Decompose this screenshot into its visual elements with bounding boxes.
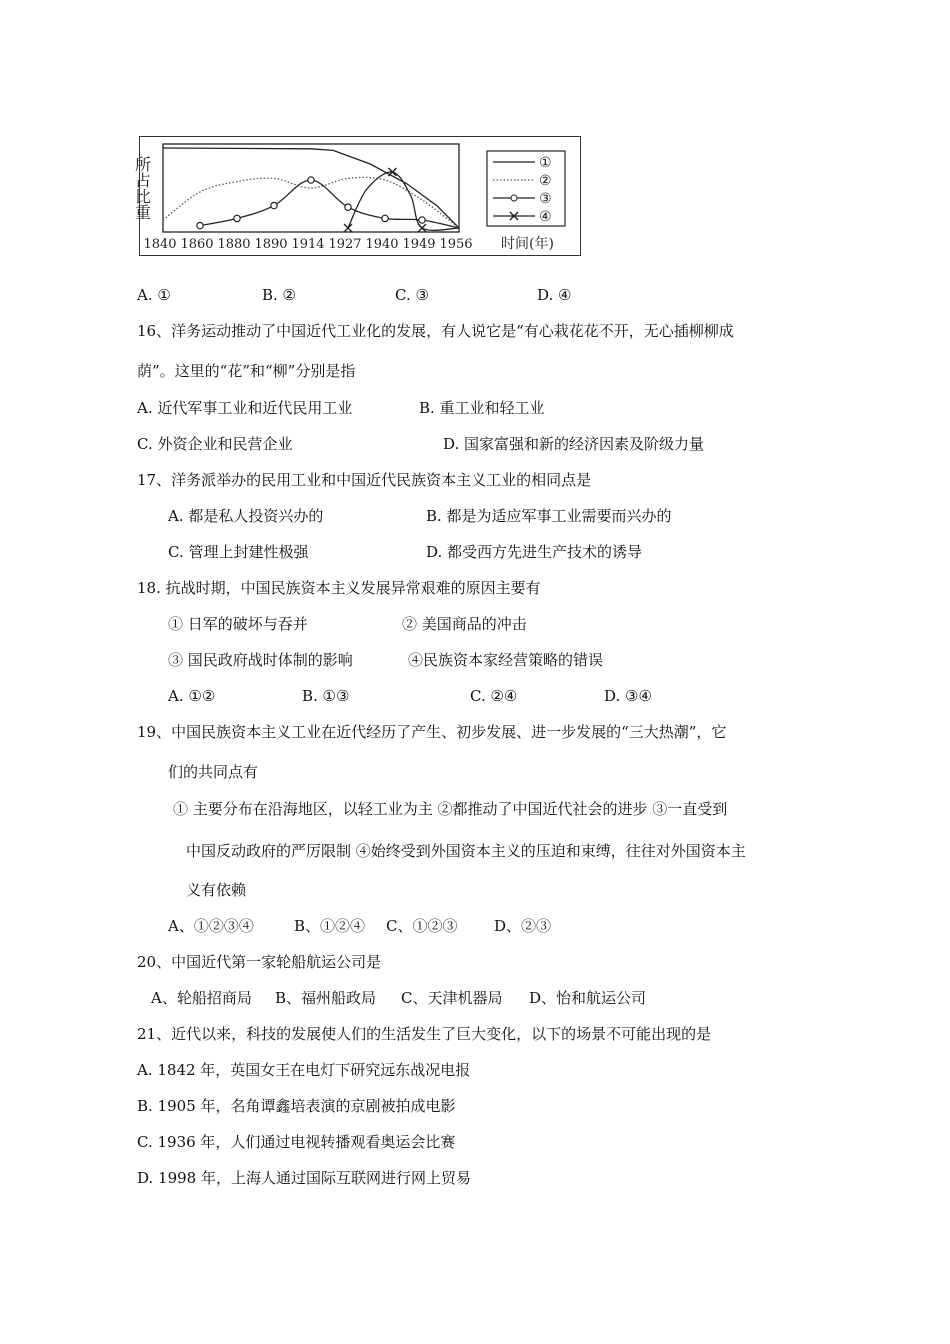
q18-item-1: ① 日军的破坏与吞并 — [168, 615, 308, 633]
series-3-point-5 — [382, 215, 388, 221]
q18-item-2: ② 美国商品的冲击 — [402, 615, 527, 633]
x-tick-1949: 1949 — [402, 237, 436, 252]
q19-option-b[interactable]: B、①②④ — [294, 917, 366, 935]
series-3-point-4 — [345, 204, 351, 210]
q15-option-c[interactable]: C. ③ — [395, 286, 429, 304]
x-tick-1880: 1880 — [217, 237, 251, 252]
x-tick-1927: 1927 — [328, 237, 362, 252]
x-tick-labels — [143, 237, 472, 252]
q18-stem: 18. 抗战时期，中国民族资本主义发展异常艰难的原因主要有 — [137, 579, 541, 597]
q18-option-c[interactable]: C. ②④ — [470, 687, 518, 705]
q19-stem-line2: 们的共同点有 — [168, 763, 259, 781]
q19-items-line3: 义有依赖 — [186, 881, 247, 899]
y-axis-label: 所占比重 — [132, 156, 152, 220]
industry-share-chart — [132, 136, 581, 256]
legend-label-3: ③ — [539, 191, 552, 207]
x-tick-1940: 1940 — [365, 237, 399, 252]
q17-option-d[interactable]: D. 都受西方先进生产技术的诱导 — [426, 543, 643, 561]
q17-stem: 17、洋务派举办的民用工业和中国近代民族资本主义工业的相同点是 — [137, 471, 592, 489]
q21-option-b[interactable]: B. 1905 年，名角谭鑫培表演的京剧被拍成电影 — [137, 1097, 456, 1115]
q17-option-b[interactable]: B. 都是为适应军事工业需要而兴办的 — [426, 507, 672, 525]
legend-marker-3 — [511, 195, 517, 201]
x-tick-1860: 1860 — [180, 237, 214, 252]
q16-option-d[interactable]: D. 国家富强和新的经济因素及阶级力量 — [443, 435, 705, 453]
q21-option-c[interactable]: C. 1936 年，人们通过电视转播观看奥运会比赛 — [137, 1133, 456, 1151]
q18-option-d[interactable]: D. ③④ — [604, 687, 652, 705]
q16-option-a[interactable]: A. 近代军事工业和近代民用工业 — [137, 399, 353, 417]
legend-label-4: ④ — [539, 209, 552, 225]
legend-label-2: ② — [539, 173, 552, 189]
q15-option-b[interactable]: B. ② — [262, 286, 297, 304]
q18-item-3: ③ 国民政府战时体制的影响 — [168, 651, 353, 669]
q16-option-c[interactable]: C. 外资企业和民营企业 — [137, 435, 293, 453]
q20-stem: 20、中国近代第一家轮船航运公司是 — [137, 953, 382, 971]
q16-stem-line2: 荫”。这里的“花”和“柳”分别是指 — [137, 362, 356, 380]
q20-option-a[interactable]: A、轮船招商局 — [151, 989, 252, 1007]
series-3-point-2 — [271, 202, 277, 208]
q15-option-d[interactable]: D. ④ — [537, 286, 572, 304]
q18-option-a[interactable]: A. ①② — [168, 687, 216, 705]
q18-option-b[interactable]: B. ①③ — [302, 687, 350, 705]
series-3-point-0 — [197, 222, 203, 228]
q20-option-c[interactable]: C、天津机器局 — [401, 989, 503, 1007]
x-tick-1956: 1956 — [439, 237, 473, 252]
q19-option-d[interactable]: D、②③ — [494, 917, 552, 935]
q19-items-line2: 中国反动政府的严厉限制 ④始终受到外国资本主义的压迫和束缚，往往对外国资本主 — [186, 842, 746, 860]
q20-option-d[interactable]: D、怡和航运公司 — [529, 989, 647, 1007]
legend-label-1: ① — [539, 155, 552, 171]
q16-option-b[interactable]: B. 重工业和轻工业 — [419, 399, 545, 417]
q19-stem-line1: 19、中国民族资本主义工业在近代经历了产生、初步发展、进一步发展的“三大热潮”，它 — [137, 723, 727, 741]
x-tick-1914: 1914 — [291, 237, 325, 252]
q16-stem-line1: 16、洋务运动推动了中国近代工业化的发展，有人说它是“有心栽花花不开，无心插柳柳成 — [137, 322, 734, 340]
x-tick-1890: 1890 — [254, 237, 288, 252]
q20-option-b[interactable]: B、福州船政局 — [275, 989, 377, 1007]
q21-option-a[interactable]: A. 1842 年，英国女王在电灯下研究远东战况电报 — [137, 1061, 471, 1079]
x-tick-1840: 1840 — [143, 237, 177, 252]
q17-option-a[interactable]: A. 都是私人投资兴办的 — [168, 507, 324, 525]
q18-item-4: ④民族资本家经营策略的错误 — [408, 651, 604, 669]
q19-option-a[interactable]: A、①②③④ — [168, 917, 254, 935]
q19-option-c[interactable]: C、①②③ — [386, 917, 458, 935]
q21-option-d[interactable]: D. 1998 年，上海人通过国际互联网进行网上贸易 — [137, 1169, 471, 1187]
q17-option-c[interactable]: C. 管理上封建性极强 — [168, 543, 309, 561]
q15-option-a[interactable]: A. ① — [137, 286, 171, 304]
x-axis-label: 时间(年) — [501, 236, 554, 252]
series-3-point-6 — [419, 217, 425, 223]
q19-items-line1: ① 主要分布在沿海地区，以轻工业为主 ②都推动了中国近代社会的进步 ③一直受到 — [173, 800, 728, 818]
series-3-point-1 — [234, 215, 240, 221]
q21-stem: 21、近代以来，科技的发展使人们的生活发生了巨大变化，以下的场景不可能出现的是 — [137, 1025, 712, 1043]
series-3-point-3 — [308, 177, 314, 183]
